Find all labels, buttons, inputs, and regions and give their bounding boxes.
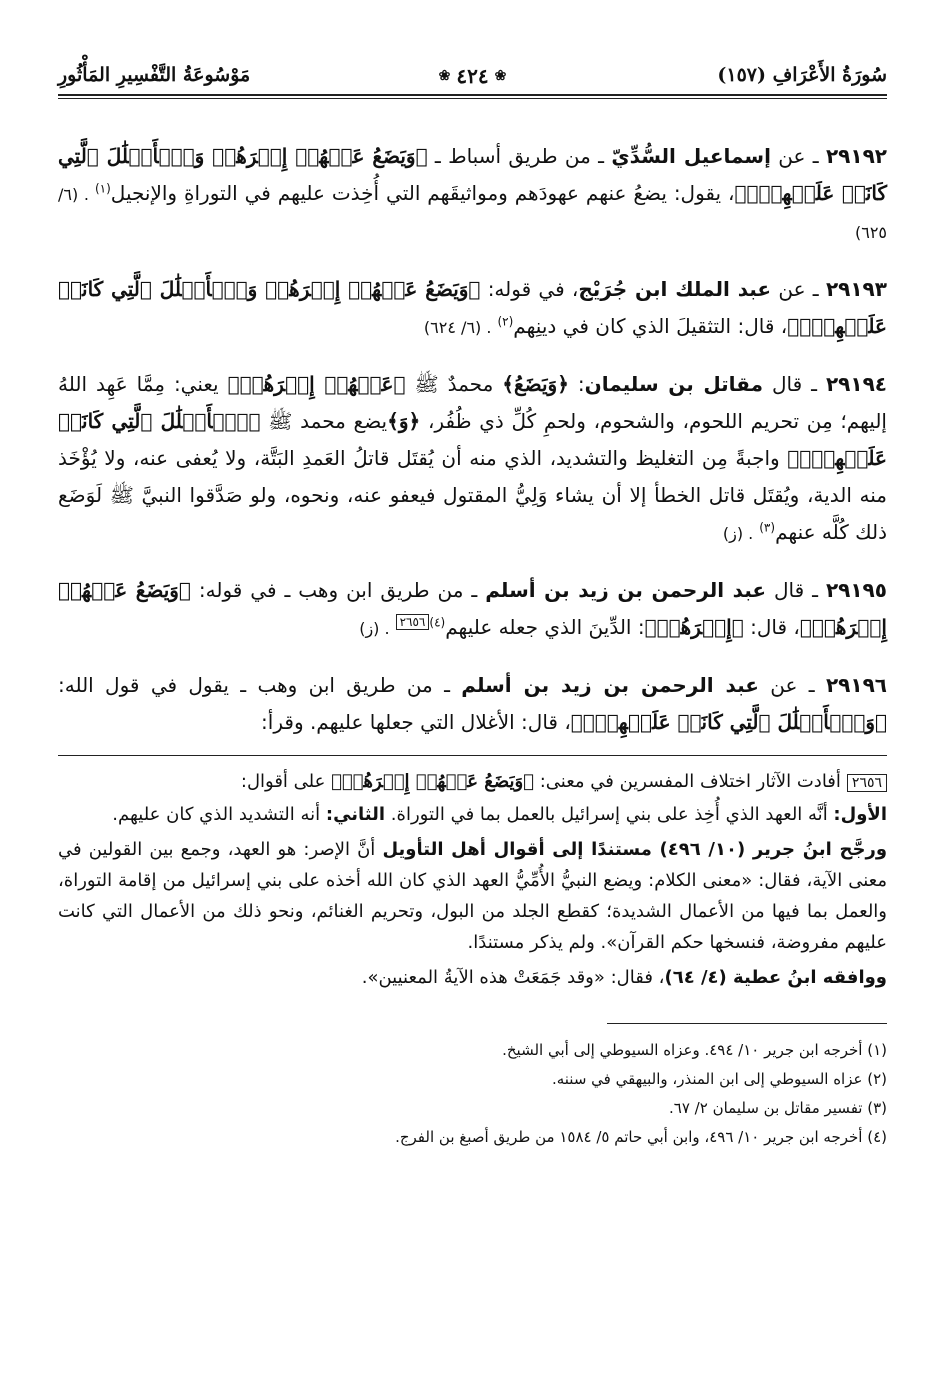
surah-title: سُورَةُ الأَعْرَافِ (١٥٧) [717,64,887,86]
entry-text: ـ عن [770,144,819,168]
document-page [58,44,887,1341]
narrator-name: عبد الرحمن بن زيد بن أسلم [485,578,767,602]
commentary-number-box: ٢٦٥٦ [847,774,887,792]
quran-verse: ﴿ٱلۡأَغۡلَٰلَ ٱلَّتِي كَانَتۡ عَلَيۡهِمۡۚ﴾ [58,409,887,470]
entry-text: يضع محمد ﷺ [260,409,388,433]
footnotes [58,1036,887,1152]
tarjih-heading: ورجَّح ابنُ جرير (١٠/ ٤٩٦) مستندًا إلى أقوال أهل التأويل [382,839,888,860]
narrator-name: عبد الرحمن بن زيد بن أسلم [461,673,759,697]
narrator-name: عبد الملك ابن جُرَيْج [578,277,772,301]
entry-text: ، في قوله: [480,277,579,301]
entry-text: : [568,372,585,396]
commentary-paragraph [58,962,887,993]
header-rule-thin [58,98,887,99]
footnote-ref[interactable]: (٤) [429,615,446,630]
entry [58,366,887,552]
entry-text: واجبةً مِن التغليظ والتشديد، الذي منه أن يُقتَل قاتلُ العَمدِ البَتَّة، ولا يُعفى عنه، ولا يُؤْخَذ منه الدية، ويُقتَل قاتل الخطأ إلا أن يشاء وَلِيُّ المقتول فيعفو عنه، ونحوه، ولو صَدَّقوا النبيَّ ﷺ لَوَضَع ذلك كُلَّه عنهم [58,446,887,544]
entry-text: ـ من طريق ابن وهب ـ في قوله: [190,578,486,602]
footnote-ref[interactable]: (٣) [759,520,776,535]
commentary-text: أفادت الآثار اختلاف المفسرين في معنى: [533,771,841,792]
narrator-name: إسماعيل السُّدِّيّ [611,144,771,168]
quran-verse: ﴿وَٱلۡأَغۡلَٰلَ ٱلَّتِي كَانَتۡ عَلَيۡهِمۡۚ﴾ [570,710,887,734]
source-ref: . (٦/ ٦٢٥) [58,185,887,242]
commentary-paragraph [58,766,887,830]
footnote: (١) أخرجه ابن جرير ١٠/ ٤٩٤. وعزاه السيوطي إلى أبي الشيخ. [502,1041,887,1059]
quran-verse: ﴿وَ﴾ [387,409,421,433]
footnote-ref[interactable]: (٢) [497,314,514,329]
quran-verse: ﴿وَيَضَعُ عَنۡهُمۡ إِصۡرَهُمۡ وَٱلۡأَغۡلَٰلَ ٱلَّتِي كَانَتۡ عَلَيۡهِمۡۚ﴾ [58,277,887,338]
entry-text: ـ من طريق ابن وهب ـ يقول في قول الله: [58,673,462,697]
entry-text: ـ عن [771,277,819,301]
entry-text: يعني: مِمَّا عَهِد اللهُ إليهم؛ مِن تحريم اللحوم، والشحوم، ولحمِ كُلِّ ذي ظُفُر، [58,372,887,433]
header-rule [58,94,887,96]
entry-text: ـ من طريق أسباط ـ [427,144,612,168]
source-ref: . (٦/ ٦٢٤) [423,318,492,337]
entry-text: ـ قال [762,372,817,396]
ornament-icon: ❀ [494,68,507,84]
footnote: (٤) أخرجه ابن جرير ١٠/ ٤٩٦، وابن أبي حاتم ٥/ ١٥٨٤ من طريق أصبغ بن الفرج. [395,1128,887,1146]
entry-number: ٢٩١٩٢ [825,144,888,168]
entry-text: ، قال: التثقيلَ الذي كان في دينِهم [513,314,788,338]
commentary-paragraph [58,834,887,958]
quran-verse: ﴿إِصۡرَهُمۡ﴾ [644,615,744,639]
entry-number: ٢٩١٩٤ [825,372,887,396]
page-number: ٤٢٤ [456,64,489,88]
page-header [58,44,887,118]
entry-text: ، يقول: يضعُ عنهم عهودَهم ومواثيقَهم التي أُخِذت عليهم في التوراةِ والإنجيل [110,181,735,205]
commentary-section [58,755,887,993]
quran-verse: ﴿وَيَضَعُ عَنۡهُمۡ إِصۡرَهُمۡ﴾ [331,771,534,792]
entry [58,271,887,346]
book-title: مَوْسُوعَةُ التَّفْسِيرِ المَأْثُورِ [58,64,251,86]
commentary-text: أنه التشديد الذي كان عليهم. [112,804,326,825]
commentary-text: أنَّه العهد الذي أُخِذ على بني إسرائيل بالعمل بما في التوراة. [385,804,834,825]
entry [58,667,887,741]
source-ref: . (ز) [359,619,390,638]
entry-number: ٢٩١٩٣ [825,277,887,301]
commentary-text: ، فقال: «وقد جَمَعَتْ هذه الآيةُ المعنيين». [361,967,665,988]
entry-text: ، قال: [743,615,800,639]
footnote: (٣) تفسير مقاتل بن سليمان ٢/ ٦٧. [669,1099,887,1117]
entry-text: ـ عن [758,673,815,697]
athar-entries [58,138,887,741]
footnote-separator [607,1023,887,1024]
opinion-label: الأول: [833,804,887,825]
agreement-heading: ووافقه ابنُ عطية (٤/ ٦٤) [664,967,887,988]
entry-text: محمدٌ ﷺ [405,372,503,396]
source-ref: . (ز) [722,524,754,543]
quran-verse: ﴿وَيَضَعُ عَنۡهُمۡ إِصۡرَهُمۡ﴾ [58,578,887,639]
opinion-label: الثاني: [325,804,386,825]
quran-verse: ﴿عَنۡهُمۡ إِصۡرَهُمۡ﴾ [227,372,406,396]
quran-verse: ﴿وَيَضَعُ عَنۡهُمۡ إِصۡرَهُمۡ وَٱلۡأَغۡلَٰلَ ٱلَّتِي كَانَتۡ عَلَيۡهِمۡۚ﴾ [58,144,888,205]
entry [58,572,887,647]
entry [58,138,887,251]
entry-text: ، قال: الأغلال التي جعلها عليهم. وقرأ: [261,710,571,734]
commentary-ref-box[interactable]: ٢٦٥٦ [396,614,430,630]
entry-number: ٢٩١٩٥ [825,578,887,602]
entry-text: : الدِّينَ الذي جعله عليهم [445,615,645,639]
quran-verse: ﴿وَيَضَعُ﴾ [502,372,569,396]
narrator-name: مقاتل بن سليمان [584,372,763,396]
footnote: (٢) عزاه السيوطي إلى ابن المنذر، والبيهقي في سننه. [551,1070,887,1088]
commentary-text: أنَّ الإصر: هو العهد، وجمع بين القولين في معنى الآية، فقال: «معنى الكلام: ويضع النبيُّ الأُمِّيُّ العهد الذي كان الله أخذه على بني إسرائيل من إقامة التوراة، والعمل بما فيها من الأعمال الشديدة؛ كقطع الجلد من البول، وتحريم الغنائم، ونحو ذلك من الأعمال التي كانت عليهم مفروضة، فنسخها حكم القرآن». ولم يذكر مستندًا. [58,839,887,953]
footnote-ref[interactable]: (١) [94,181,111,196]
commentary-text: على أقوال: [240,771,332,792]
ornament-icon: ❀ [438,68,451,84]
entry-text: ـ قال [766,578,818,602]
entry-number: ٢٩١٩٦ [825,673,888,697]
page-number-block [439,64,507,88]
